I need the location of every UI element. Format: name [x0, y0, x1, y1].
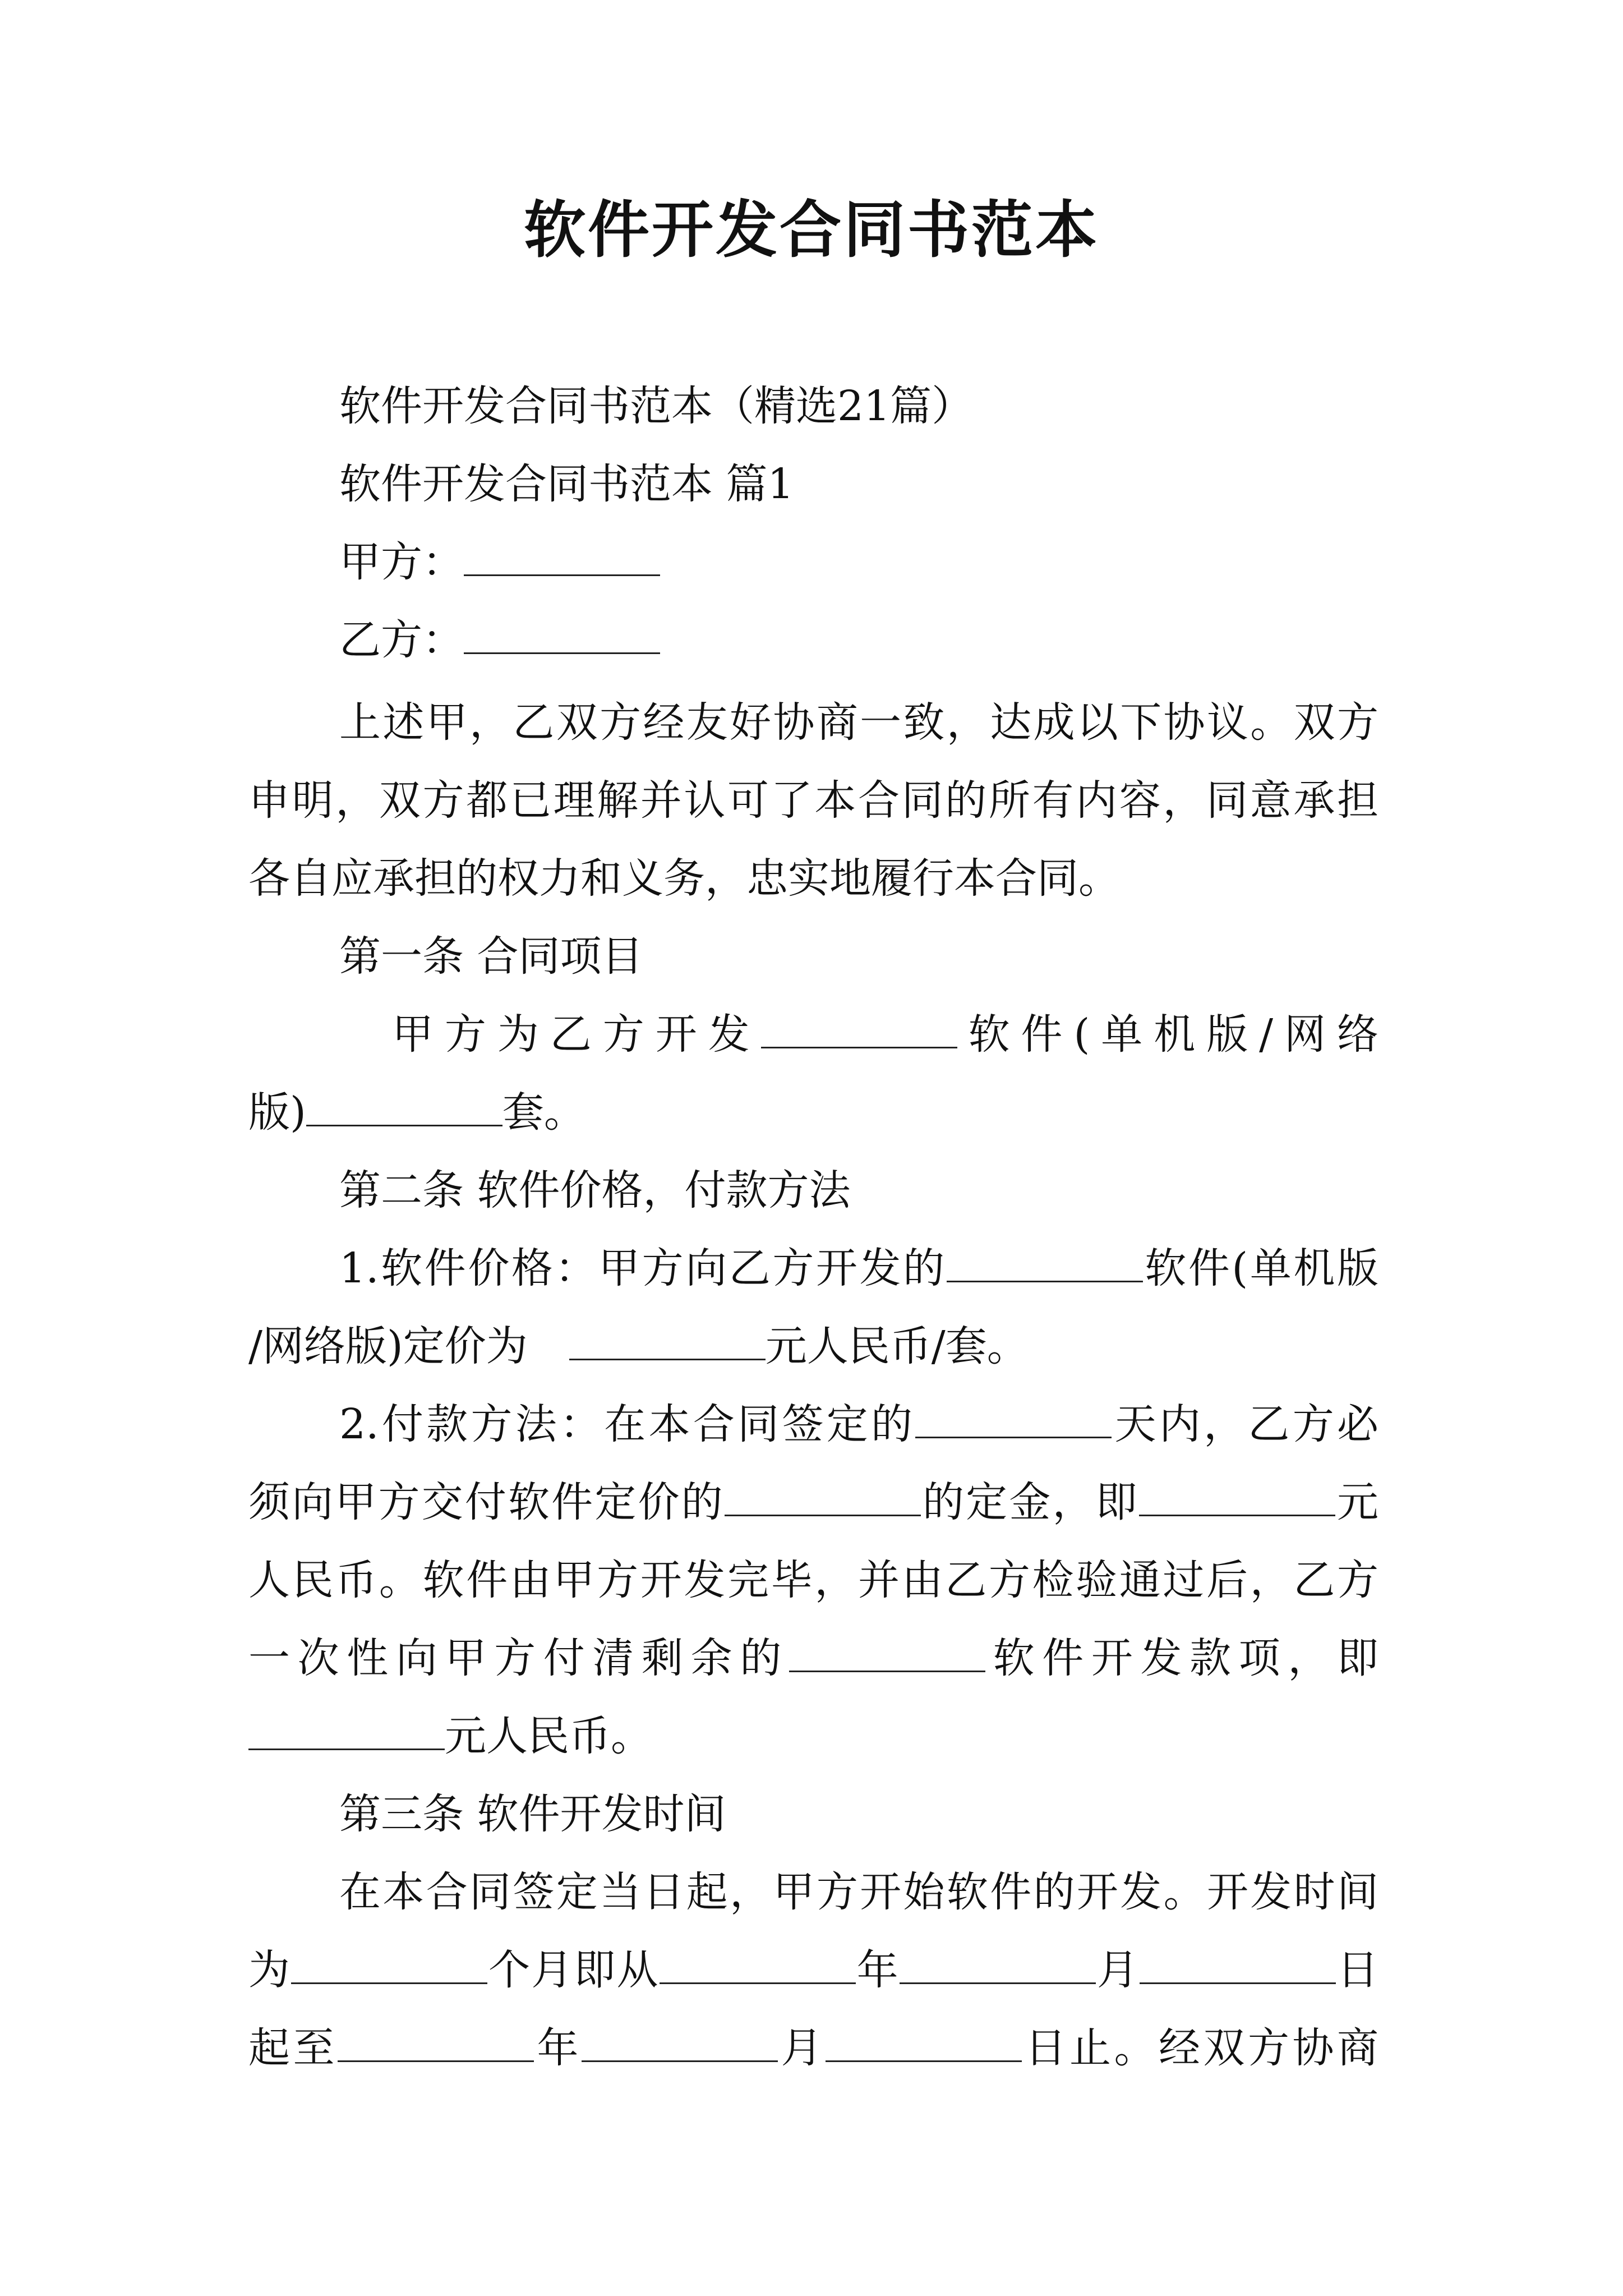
article-1-heading: 第一条 合同项目 [339, 932, 643, 981]
paragraph-line: 各自应承担的权力和义务，忠实地履行本合同。 [248, 854, 1120, 903]
fill-blank [789, 1665, 985, 1672]
party-b-blank [464, 647, 660, 654]
paragraph-line: 人民币。软件由甲方开发完毕，并由乙方检验通过后，乙方 [248, 1556, 1378, 1604]
fill-blank [947, 1275, 1143, 1282]
fill-blank [1140, 1977, 1336, 1984]
paragraph-line: 起至 年 月 日止。经双方协商 [248, 2024, 1378, 2072]
fill-blank [915, 1431, 1112, 1438]
party-a-label: 甲方： [339, 538, 464, 586]
paragraph-line: 版) 套。 [248, 1088, 585, 1137]
paragraph-line: /网络版)定价为 元人民币/套。 [248, 1322, 1029, 1370]
fill-blank [725, 1509, 921, 1516]
paragraph-line: 上述甲，乙双方经友好协商一致，达成以下协议。双方 [339, 698, 1378, 747]
paragraph-line: 2.付款方法：在本合同签定的 天内，乙方必 [339, 1400, 1378, 1448]
party-a-blank [464, 569, 660, 576]
fill-blank [1139, 1509, 1335, 1516]
party-b-label: 乙方： [339, 616, 464, 664]
fill-blank [826, 2055, 1022, 2062]
fill-blank [306, 1119, 502, 1126]
paragraph-line: 为 个月即从 年 月 日 [248, 1946, 1379, 1994]
fill-blank [582, 2055, 778, 2062]
section-heading-line [248, 445, 1378, 523]
section-heading: 软件开发合同书范本 篇1 [339, 460, 794, 508]
fill-blank [248, 1743, 445, 1750]
paragraph-line: 元人民币。 [248, 1697, 1378, 1775]
fill-blank [761, 1041, 957, 1048]
paragraph-line: 1.软件价格：甲方向乙方开发的 软件(单机版 [339, 1244, 1378, 1292]
fill-blank [900, 1977, 1096, 1984]
document-title: 软件开发合同书范本 [524, 194, 1099, 266]
subtitle-line [248, 367, 1378, 445]
fill-blank [291, 1977, 487, 1984]
article-3-heading: 第三条 软件开发时间 [339, 1790, 726, 1838]
paragraph-line: 须向甲方交付软件定价的 的定金，即 元 [248, 1478, 1379, 1526]
paragraph-line: 在本合同签定当日起，甲方开始软件的开发。开发时间 [339, 1868, 1378, 1916]
fill-blank [338, 2055, 534, 2062]
party-a-line [248, 523, 1378, 601]
article-2-heading: 第二条 软件价格，付款方法 [339, 1166, 851, 1214]
paragraph-line: 甲方为乙方开发 软件(单机版/网络 [381, 1010, 1378, 1059]
paragraph-line: 申明，双方都已理解并认可了本合同的所有内容，同意承担 [248, 776, 1378, 825]
fill-blank [569, 1353, 766, 1360]
subtitle: 软件开发合同书范本（精选21篇） [339, 382, 974, 430]
fill-blank [660, 1977, 856, 1984]
party-b-line [248, 601, 1378, 679]
paragraph-line: 一次性向甲方付清剩余的 软件开发款项，即 [248, 1634, 1379, 1682]
